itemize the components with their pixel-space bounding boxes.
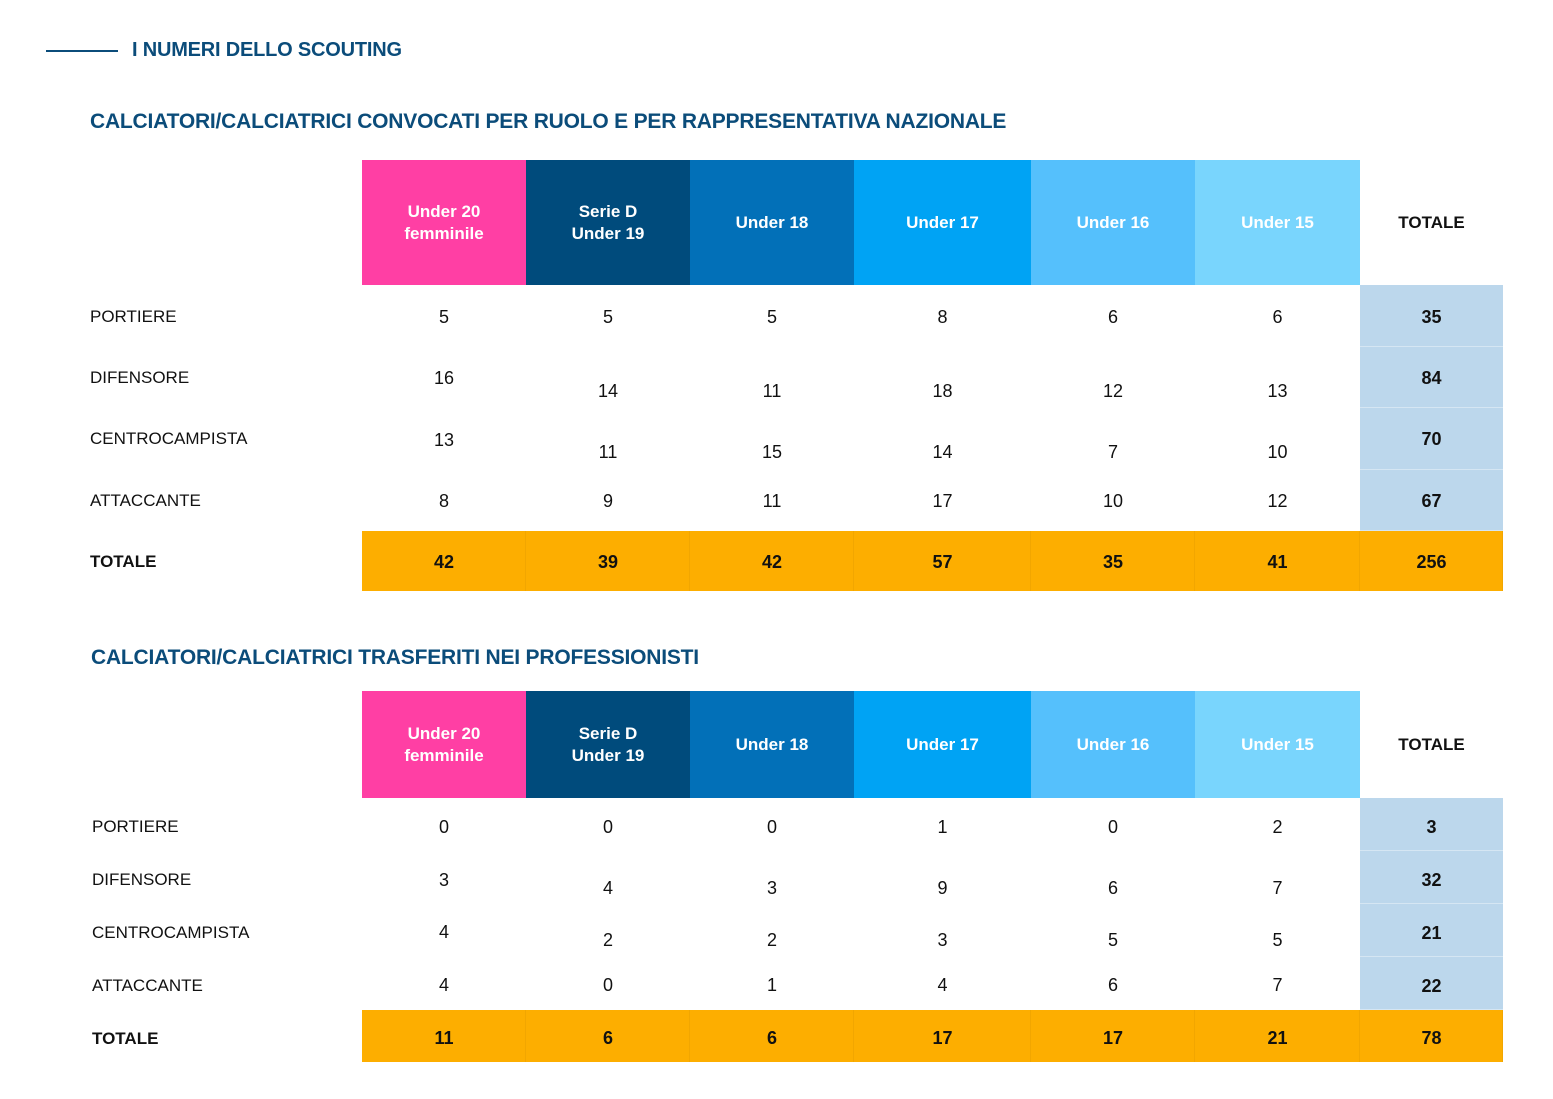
table-cell: 16	[433, 368, 455, 388]
totals-cell: 42	[761, 552, 783, 572]
table-cell: 13	[433, 430, 455, 450]
table-cell: 6	[1272, 307, 1283, 327]
totals-cell: 17	[1102, 1028, 1124, 1048]
totals-cell: 17	[932, 1028, 953, 1048]
table-cell: 12	[1267, 491, 1288, 511]
header-cell-totale	[1360, 160, 1503, 285]
table-cell: 2	[1272, 817, 1283, 837]
row-total: 70	[1421, 429, 1442, 449]
table-cell: 0	[602, 817, 614, 837]
header-cell-4	[854, 691, 1031, 798]
table-cell: 4	[602, 878, 614, 898]
table-cell: 10	[1102, 491, 1124, 511]
table-cell: 11	[598, 442, 618, 462]
header-label: Under 20 femminile	[404, 723, 484, 765]
table-cell: 9	[602, 491, 614, 511]
row-total: 3	[1426, 817, 1437, 837]
totals-cell: 6	[766, 1028, 778, 1048]
grand-total: 256	[1416, 552, 1447, 572]
row-total: 67	[1421, 491, 1442, 511]
table-cell: 11	[762, 381, 782, 401]
header-label: Under 20 femminile	[404, 201, 484, 243]
header-cell-2	[526, 160, 690, 285]
grand-total: 78	[1421, 1028, 1442, 1048]
header-label: Under 17	[906, 212, 979, 232]
row-label: PORTIERE	[92, 817, 179, 836]
row-label: ATTACCANTE	[90, 491, 201, 510]
totals-cell: 11	[434, 1028, 454, 1048]
row-label: CENTROCAMPISTA	[90, 429, 248, 448]
header-label-totale: TOTALE	[1398, 734, 1465, 754]
table-cell: 1	[937, 817, 948, 837]
row-label: DIFENSORE	[90, 368, 190, 387]
header-label: Under 16	[1076, 212, 1150, 232]
header-label: Serie D Under 19	[571, 723, 645, 765]
header-cell-3	[690, 160, 854, 285]
totals-cell: 35	[1102, 552, 1124, 572]
header-label: Under 18	[735, 734, 809, 754]
header-cell-1	[362, 691, 526, 798]
row-total: 32	[1421, 870, 1442, 890]
table2-title: CALCIATORI/CALCIATRICI TRASFERITI NEI PROFESSIONISTI	[91, 646, 699, 669]
table-cell: 12	[1102, 381, 1124, 401]
header-label: Serie D Under 19	[571, 201, 645, 243]
header-label: Under 15	[1241, 734, 1314, 754]
table-cell: 4	[937, 975, 948, 995]
header-cell-1	[362, 160, 526, 285]
table-cell: 5	[1107, 930, 1119, 950]
table-cell: 17	[932, 491, 953, 511]
table-cell: 6	[1107, 975, 1119, 995]
totals-cell: 42	[433, 552, 455, 572]
table-cell: 6	[1107, 307, 1119, 327]
table-cell: 14	[597, 381, 619, 401]
table-cell: 7	[1272, 878, 1283, 898]
header-label: Under 18	[735, 212, 809, 232]
section-rule	[46, 50, 118, 52]
row-label: CENTROCAMPISTA	[92, 923, 250, 942]
table-cell: 4	[438, 922, 450, 942]
table1-title: CALCIATORI/CALCIATRICI CONVOCATI PER RUOLO E PER RAPPRESENTATIVA NAZIONALE	[90, 110, 1007, 133]
table-cell: 5	[602, 307, 614, 327]
totals-row-label: TOTALE	[92, 1029, 159, 1048]
table-cell: 6	[1107, 878, 1119, 898]
table-cell: 0	[438, 817, 450, 837]
header-cell-5	[1031, 160, 1195, 285]
table-cell: 0	[1107, 817, 1119, 837]
header-label: Under 17	[906, 734, 979, 754]
header-cell-totale	[1360, 691, 1503, 798]
table-cell: 15	[761, 442, 783, 462]
totals-cell: 57	[932, 552, 953, 572]
row-total: 22	[1421, 976, 1442, 996]
totals-cell: 21	[1267, 1028, 1288, 1048]
table-cell: 2	[766, 930, 778, 950]
table-cell: 9	[937, 878, 948, 898]
header-label-totale: TOTALE	[1398, 212, 1465, 232]
table-cell: 0	[602, 975, 614, 995]
table-cell: 5	[1272, 930, 1283, 950]
row-label: ATTACCANTE	[92, 976, 203, 995]
row-total: 84	[1421, 368, 1442, 388]
row-total: 35	[1421, 307, 1442, 327]
totals-cell: 41	[1267, 552, 1288, 572]
totals-cell: 39	[597, 552, 619, 572]
section-title: I NUMERI DELLO SCOUTING	[132, 39, 402, 61]
table-cell: 11	[762, 491, 782, 511]
header-cell-2	[526, 691, 690, 798]
table-cell: 0	[766, 817, 778, 837]
table-cell: 2	[602, 930, 614, 950]
table-cell: 10	[1267, 442, 1288, 462]
table-cell: 8	[937, 307, 948, 327]
header-label: Under 15	[1241, 212, 1314, 232]
table-cell: 3	[438, 870, 450, 890]
table-cell: 4	[438, 975, 450, 995]
table-cell: 7	[1272, 975, 1283, 995]
table-cell: 3	[766, 878, 778, 898]
header-cell-3	[690, 691, 854, 798]
table-cell: 7	[1107, 442, 1119, 462]
row-label: PORTIERE	[90, 307, 177, 326]
table-cell: 8	[438, 491, 450, 511]
table-cell: 14	[932, 442, 953, 462]
header-cell-5	[1031, 691, 1195, 798]
row-total: 21	[1421, 923, 1442, 943]
table-cell: 3	[937, 930, 948, 950]
table-cell: 13	[1267, 381, 1288, 401]
header-cell-6	[1195, 691, 1360, 798]
header-label: Under 16	[1076, 734, 1150, 754]
table-cell: 18	[932, 381, 953, 401]
row-label: DIFENSORE	[92, 870, 192, 889]
totals-row-label: TOTALE	[90, 552, 157, 571]
header-cell-4	[854, 160, 1031, 285]
totals-cell: 6	[602, 1028, 614, 1048]
table-cell: 1	[766, 975, 778, 995]
table-cell: 5	[438, 307, 450, 327]
table-cell: 5	[766, 307, 778, 327]
header-cell-6	[1195, 160, 1360, 285]
